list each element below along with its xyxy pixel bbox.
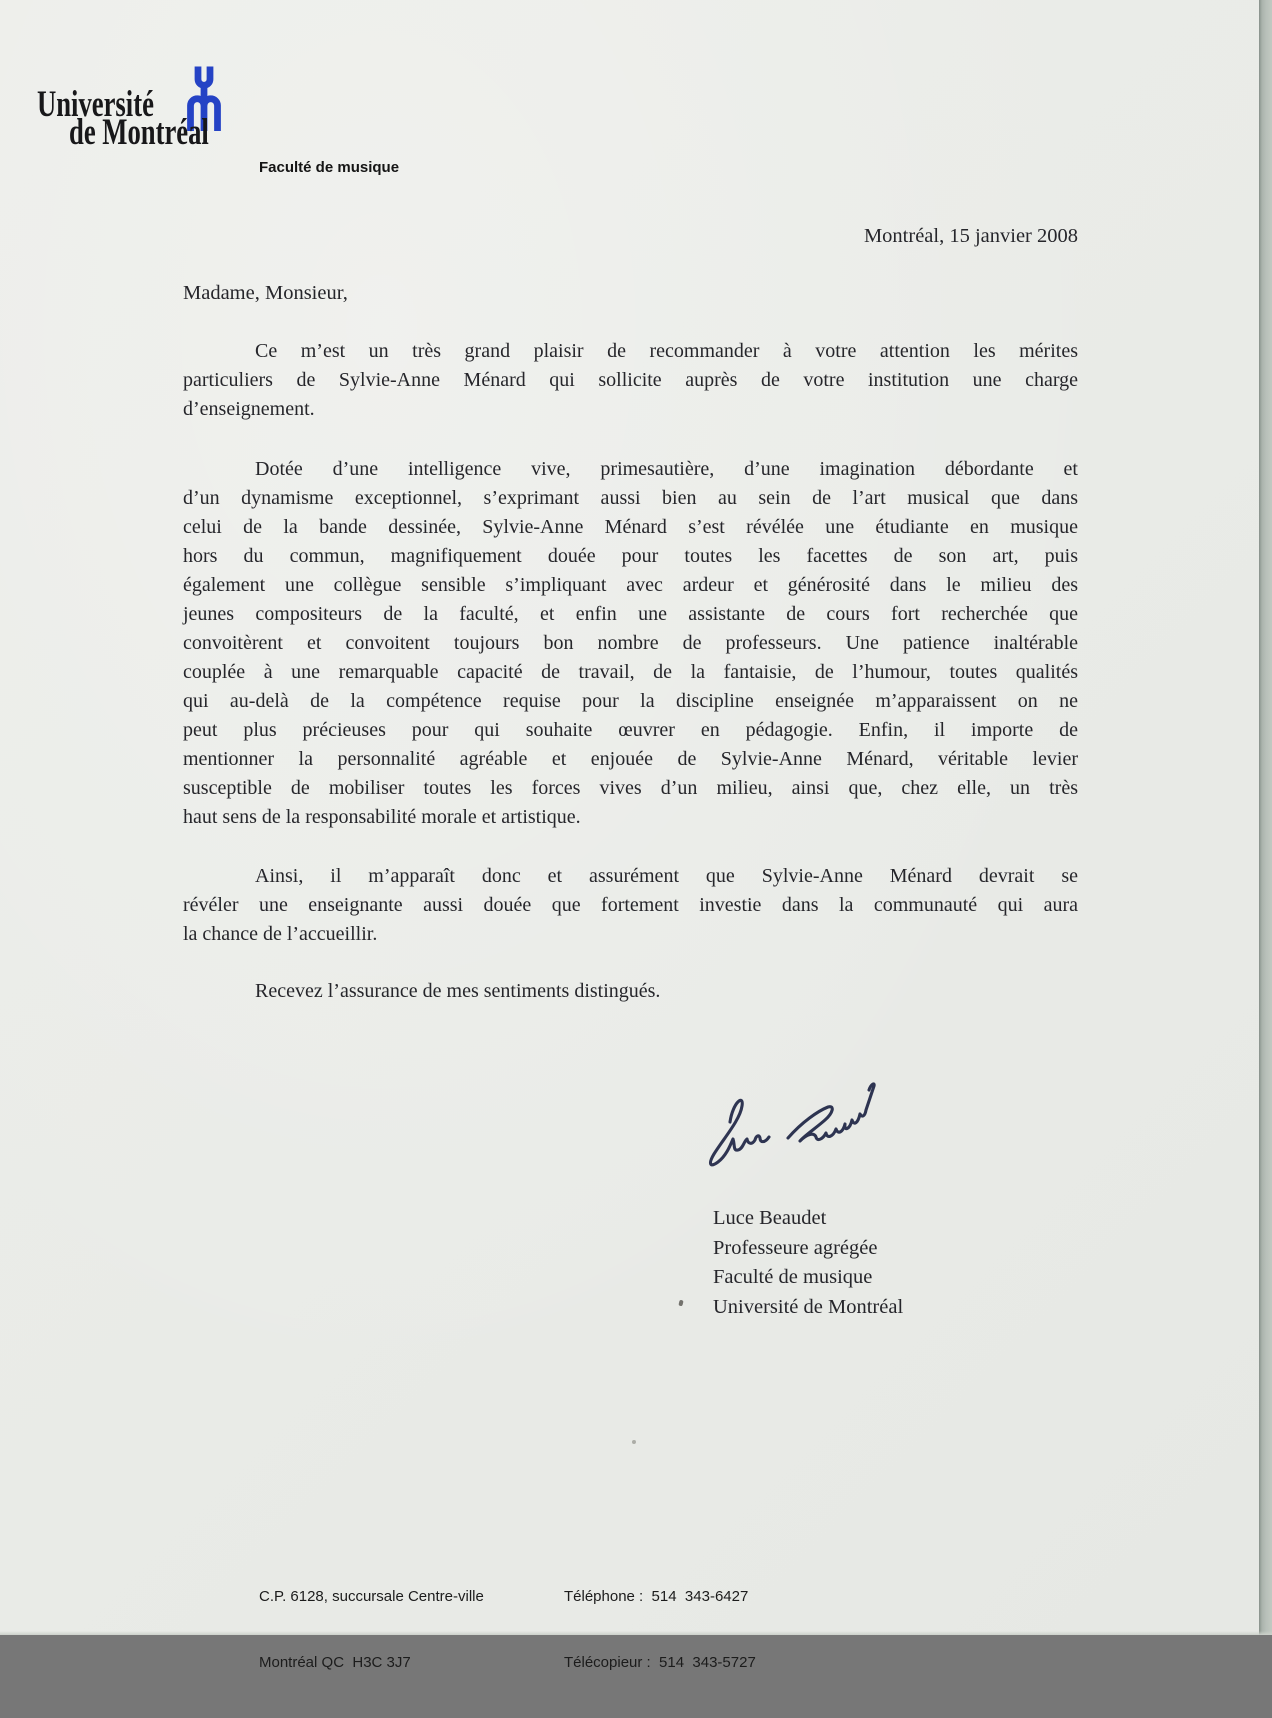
letter-line: qui au-delà de la compétence requise pour la discipline enseignée m’apparaissent on ne (183, 690, 1078, 712)
scan-edge-right (1259, 0, 1272, 1635)
phone-line: Téléphone : 514 343-6427 (564, 1588, 749, 1605)
footer-phones (564, 1542, 756, 1718)
letter-line: mentionner la personnalité agréable et enjouée de Sylvie-Anne Ménard, véritable levier (183, 748, 1078, 770)
address-line2: Montréal QC H3C 3J7 (259, 1654, 411, 1671)
paragraph-3 (183, 862, 1078, 949)
letter-line: Ainsi, il m’apparaît donc et assurément que Sylvie-Anne Ménard devrait se (255, 865, 1078, 887)
faculty-label: Faculté de musique (259, 159, 400, 176)
paragraph-4 (183, 977, 1078, 1006)
scan-edge-bottom (0, 1631, 1272, 1635)
letter-line: également une collègue sensible s’impliquant avec ardeur et générosité dans le milieu des (183, 574, 1078, 596)
date-line: Montréal, 15 janvier 2008 (863, 225, 1078, 247)
letter-line: peut plus précieuses pour qui souhaite œuvrer en pédagogie. Enfin, il importe de (183, 719, 1078, 741)
letter-line: la chance de l’accueillir. (183, 923, 378, 945)
paragraph-2 (183, 455, 1078, 832)
fax-line: Télécopieur : 514 343-5727 (564, 1654, 756, 1671)
letter-line: couplée à une remarquable capacité de travail, de la fantaisie, de l’humour, toutes qualités (183, 661, 1078, 683)
address-line1: C.P. 6128, succursale Centre-ville (259, 1588, 484, 1605)
handwritten-signature (700, 1076, 890, 1181)
signature-block (713, 1204, 903, 1322)
letter-line: susceptible de mobiliser toutes les forces vives d’un milieu, ainsi que, chez elle, un très (183, 777, 1078, 799)
letter-line: d’enseignement. (183, 398, 315, 420)
letter-line: Ce m’est un très grand plaisir de recommander à votre attention les mérites (255, 340, 1078, 362)
letter-line: Dotée d’une intelligence vive, primesautière, d’une imagination débordante et (255, 458, 1078, 480)
signer-faculty: Faculté de musique (713, 1266, 873, 1289)
signer-university: Université de Montréal (713, 1295, 904, 1318)
letter-line: jeunes compositeurs de la faculté, et enfin une assistante de cours fort recherchée que (183, 603, 1078, 625)
signer-name: Luce Beaudet (713, 1207, 827, 1229)
letter-line: hors du commun, magnifiquement douée pour toutes les facettes de son art, puis (183, 545, 1078, 567)
letter-line: d’un dynamisme exceptionnel, s’exprimant aussi bien au sein de l’art musical que dans (183, 487, 1078, 509)
letter-line: Recevez l’assurance de mes sentiments distingués. (255, 980, 661, 1002)
letter-line: révéler une enseignante aussi douée que fortement investie dans la communauté qui aura (183, 894, 1078, 916)
university-wordmark-line2: de Montréal (69, 112, 209, 153)
signer-title: Professeure agrégée (713, 1236, 878, 1259)
scan-speck (632, 1440, 636, 1444)
letter-line: haut sens de la responsabilité morale et artistique. (183, 806, 581, 828)
scan-speck (678, 1300, 683, 1307)
university-wordmark-line1: Université (37, 84, 154, 125)
letter-line: particuliers de Sylvie-Anne Ménard qui sollicite auprès de votre institution une charge (183, 369, 1078, 391)
letter-line: convoitèrent et convoitent toujours bon nombre de professeurs. Une patience inaltérable (183, 632, 1078, 654)
letter-line: celui de la bande dessinée, Sylvie-Anne Ménard s’est révélée une étudiante en musique (183, 516, 1078, 538)
paragraph-1 (183, 337, 1078, 424)
footer-address (259, 1542, 484, 1718)
salutation: Madame, Monsieur, (183, 282, 348, 304)
